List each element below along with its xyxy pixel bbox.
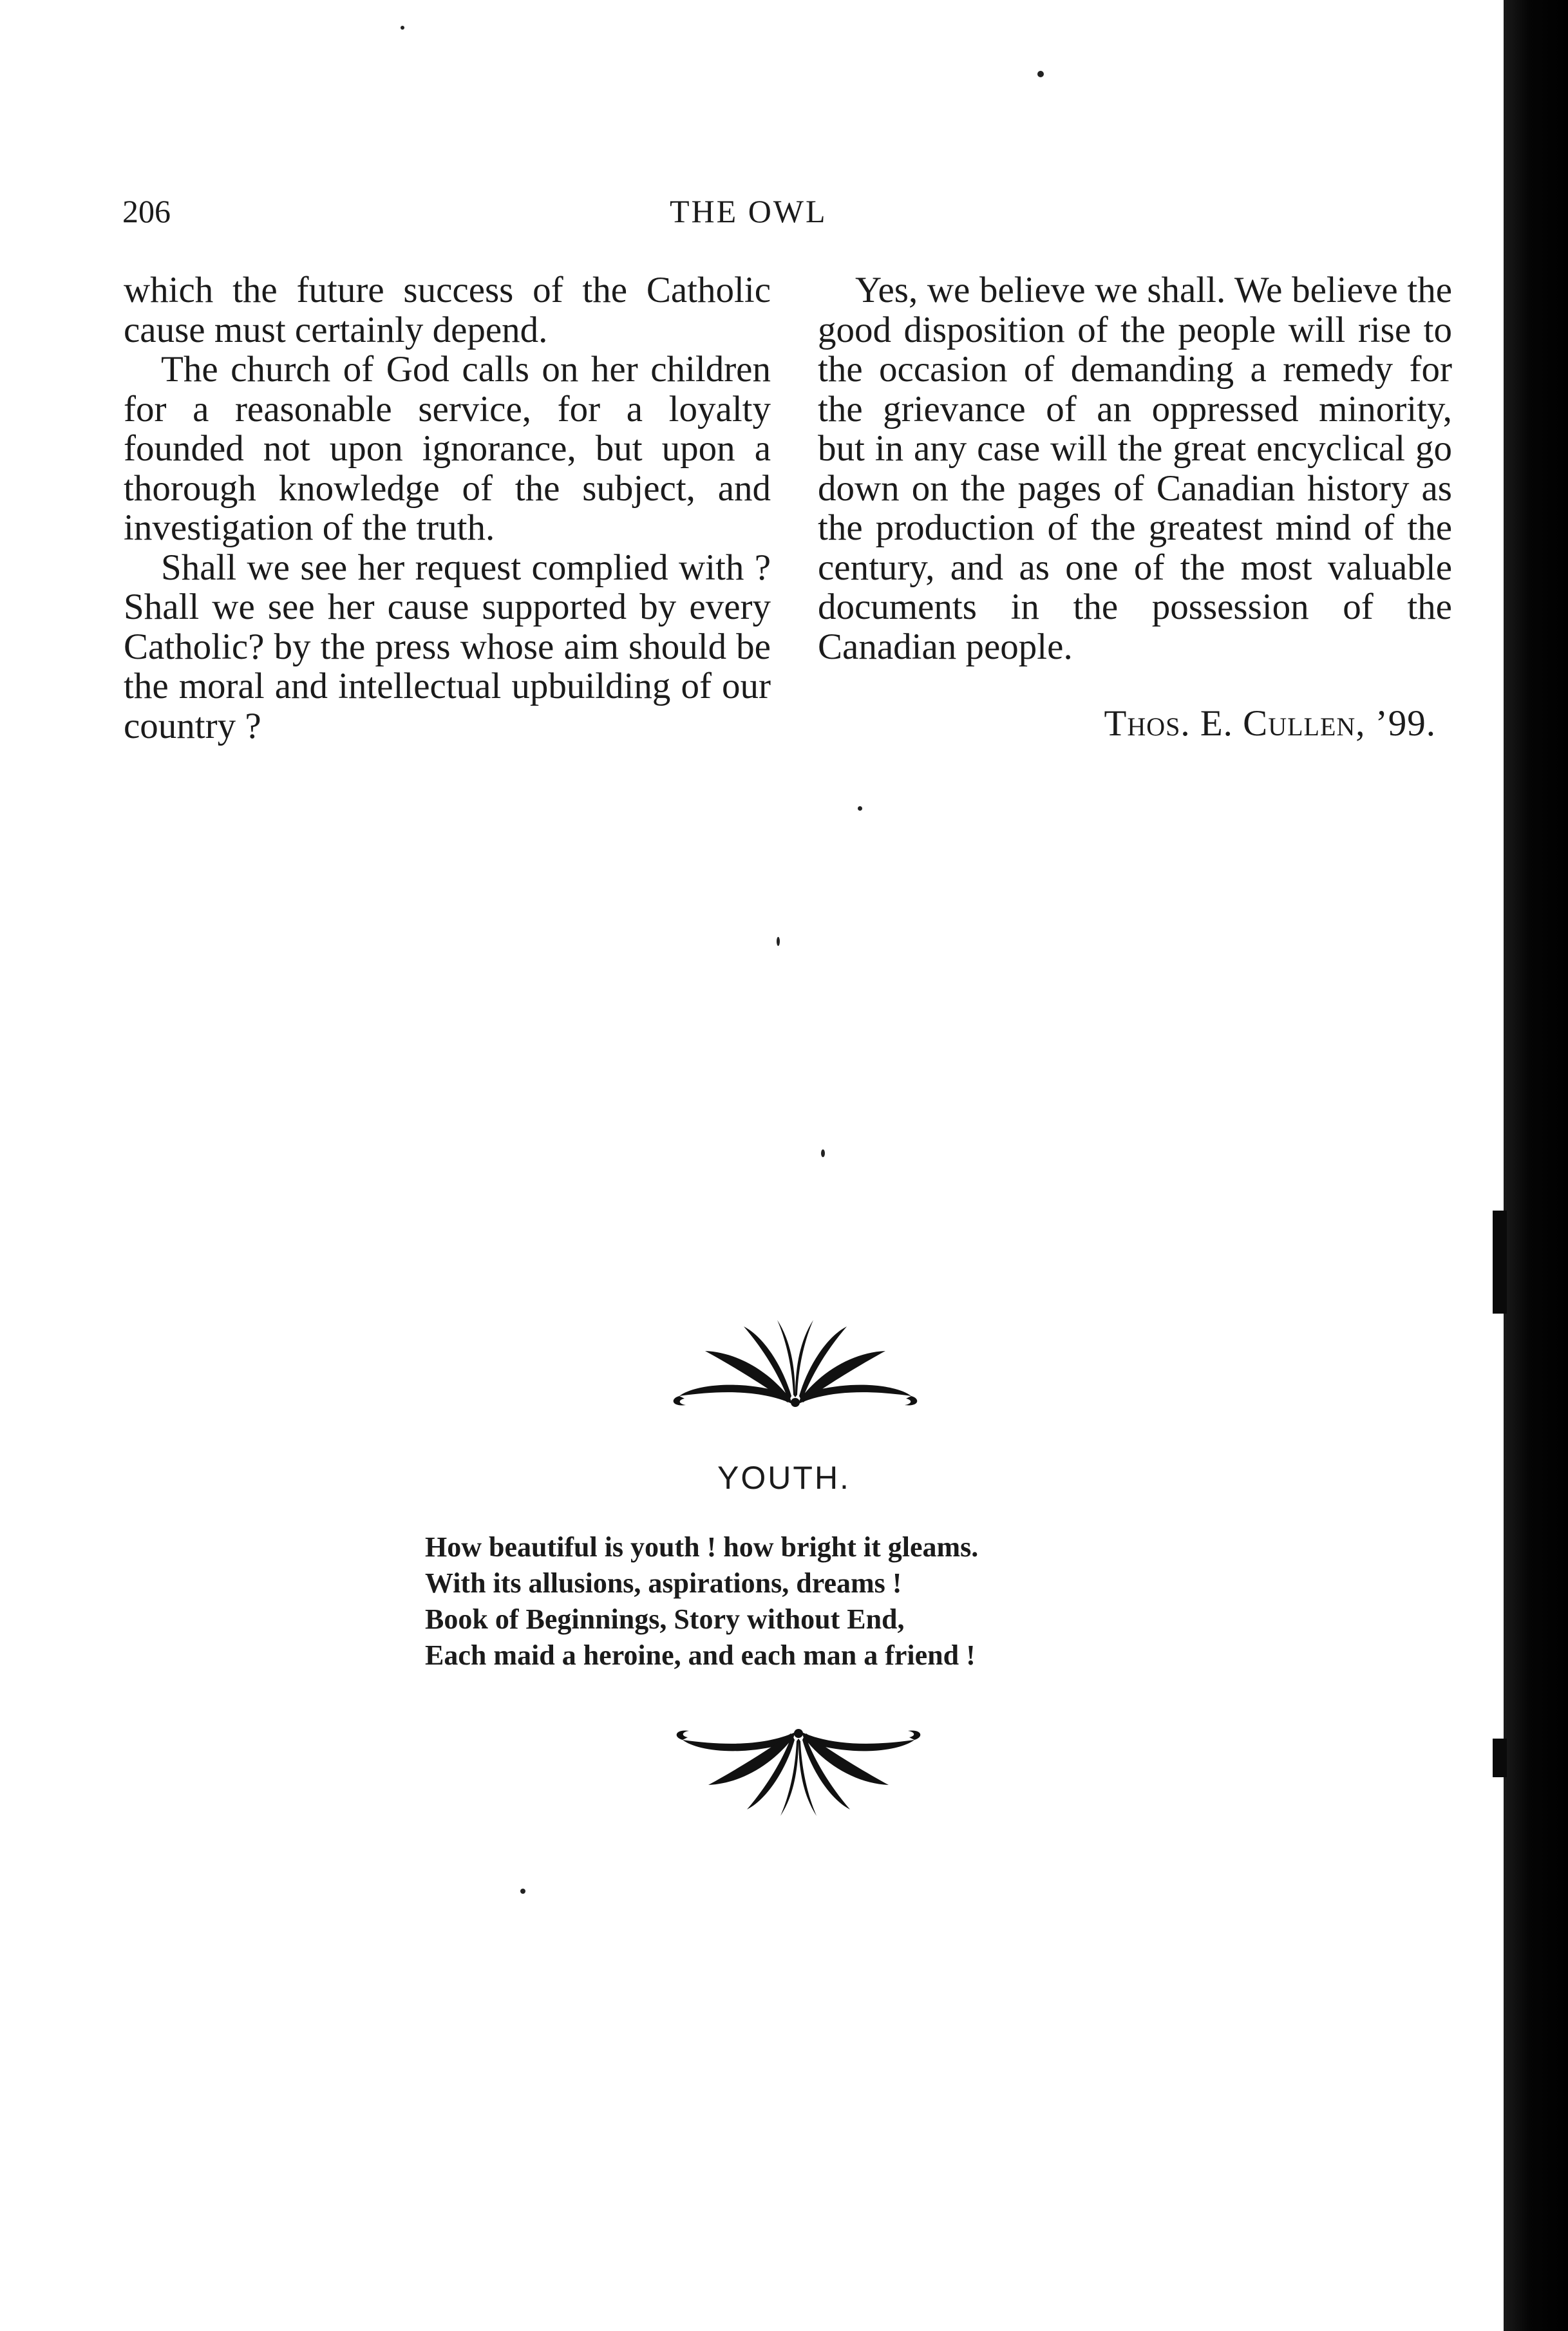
journal-title: THE OWL xyxy=(670,193,827,229)
poem-line: How beautiful is youth ! how bright it gleams. xyxy=(425,1531,979,1563)
scan-speck xyxy=(821,1149,825,1157)
scan-speck xyxy=(1037,71,1044,77)
page-edge-notch xyxy=(1493,1739,1507,1777)
right-column xyxy=(818,270,1452,744)
paragraph: Yes, we believe we shall. We believe the good disposition of the people will rise to the occasion of demanding a remedy for the grievance of an oppressed minority, but in any case will the great encyclical go down on the pages of Canadian history as the production of the greatest mind of the century, and as one of the most valuable documents in the possession of the Canadian people. xyxy=(818,270,1452,667)
inverted-fan-ornament-icon xyxy=(670,1729,927,1822)
paragraph: which the future success of the Catholic cause must certainly depend. xyxy=(124,270,771,350)
poem xyxy=(425,1529,1198,1674)
page-number: 206 xyxy=(122,193,171,229)
scan-speck xyxy=(401,26,404,30)
scan-speck xyxy=(858,806,862,811)
poem-line: With its allusions, aspirations, dreams ! xyxy=(425,1567,902,1599)
page-edge-notch xyxy=(1493,1211,1507,1314)
left-column xyxy=(124,270,771,746)
fan-ornament-icon xyxy=(666,1314,924,1407)
running-head xyxy=(0,192,1494,231)
page-edge-shadow xyxy=(1504,0,1568,2331)
scan-speck xyxy=(520,1889,525,1894)
paragraph: Shall we see her request complied with ? Shall we see her cause supported by every Catholic? by the press whose aim should be the moral and intellectual upbuilding of our country ? xyxy=(124,547,771,746)
poem-line: Book of Beginnings, Story without End, xyxy=(425,1603,905,1635)
poem-title: YOUTH. xyxy=(717,1460,851,1496)
author-signature: Thos. E. Cullen, ’99. xyxy=(1104,703,1436,744)
scan-speck xyxy=(777,937,780,946)
paragraph: The church of God calls on her children for a reasonable service, for a loyalty founded not upon ignorance, but upon a thorough knowledge of the subject, and investigation of the truth. xyxy=(124,349,771,548)
poem-line: Each maid a heroine, and each man a friend ! xyxy=(425,1639,976,1671)
